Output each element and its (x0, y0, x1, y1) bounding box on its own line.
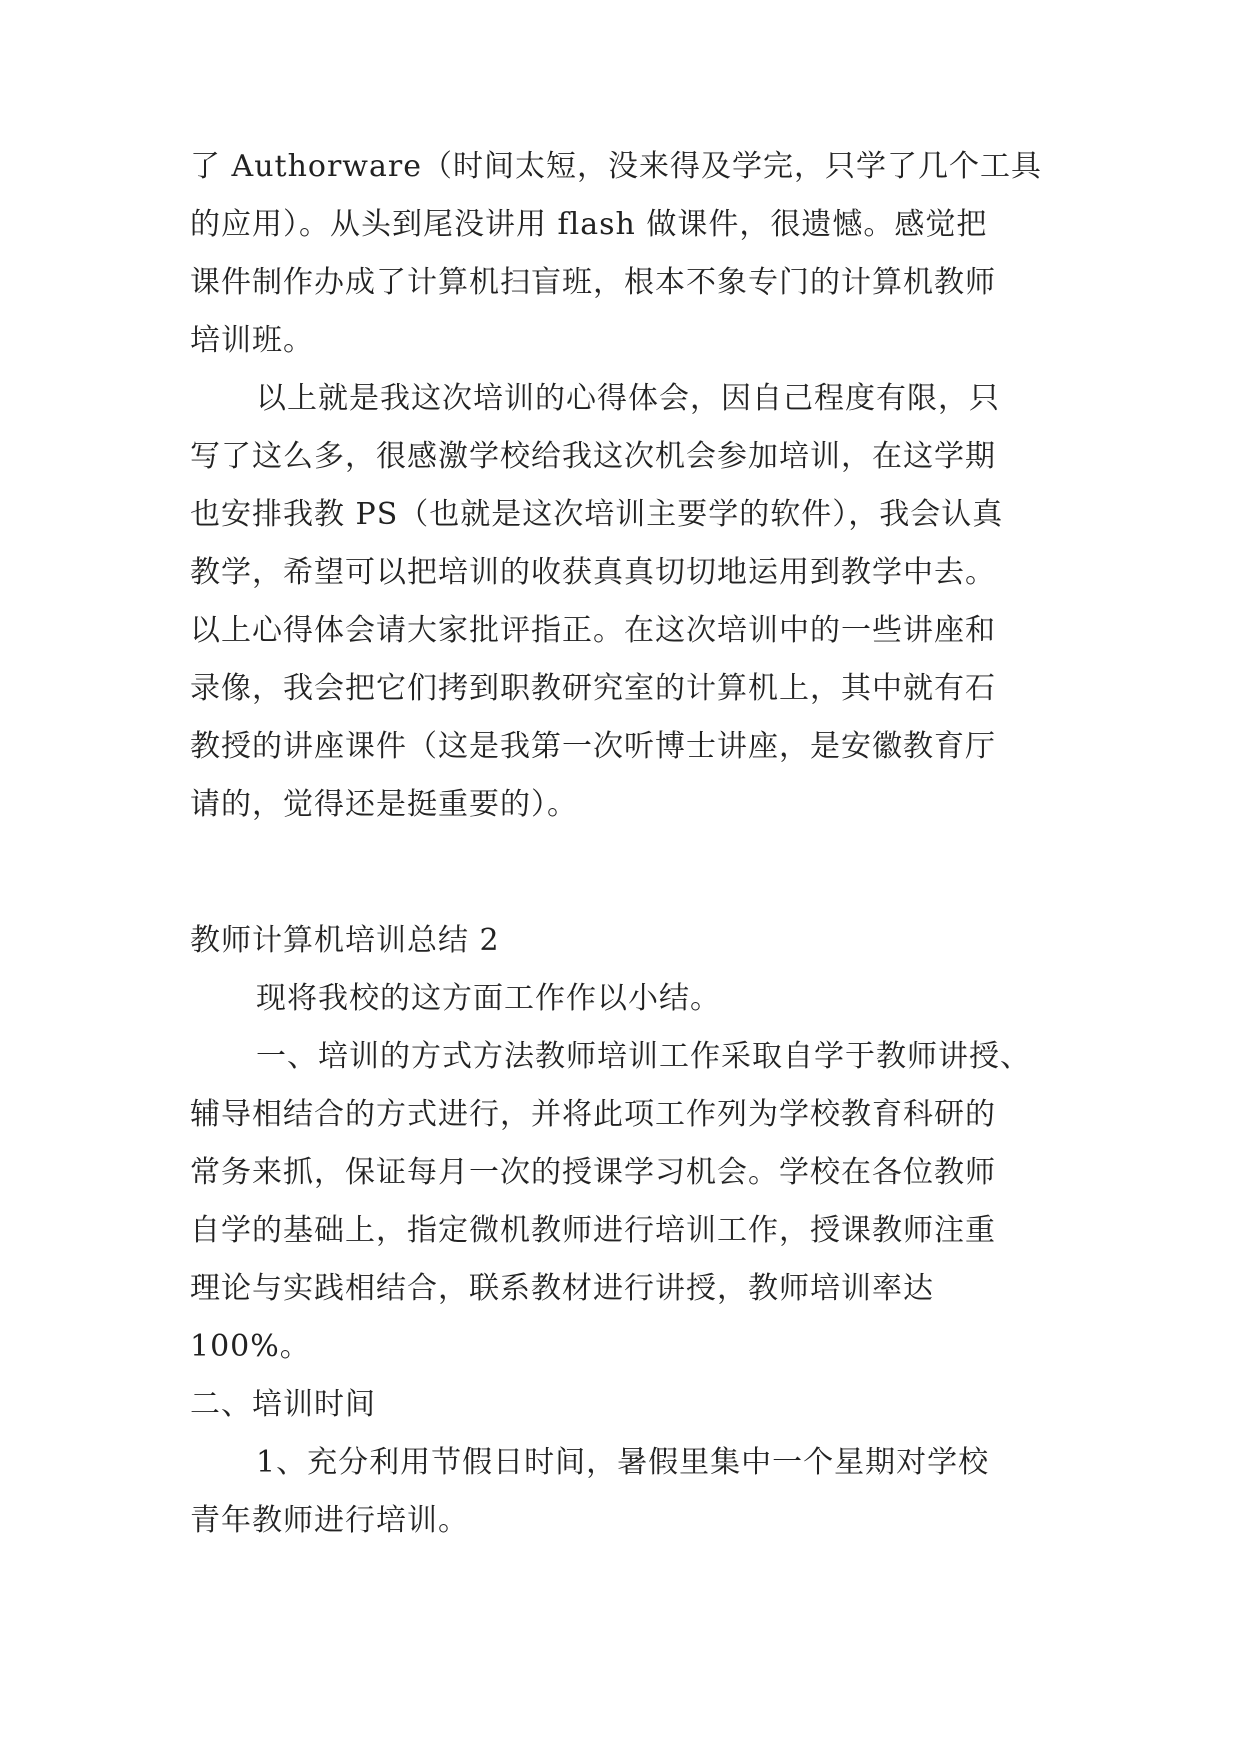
paragraph-line: 课件制作办成了计算机扫盲班，根本不象专门的计算机教师 (190, 265, 996, 300)
paragraph-line: 辅导相结合的方式进行，并将此项工作列为学校教育科研的 (190, 1097, 996, 1132)
paragraph-line: 教学，希望可以把培训的收获真真切切地运用到教学中去。 (190, 555, 996, 590)
paragraph-line: 写了这么多，很感激学校给我这次机会参加培训，在这学期 (190, 439, 996, 474)
paragraph-line: 以上心得体会请大家批评指正。在这次培训中的一些讲座和 (190, 613, 996, 648)
paragraph-line: 的应用）。从头到尾没讲用 flash 做课件，很遗憾。感觉把 (190, 207, 988, 242)
paragraph-line: 现将我校的这方面工作作以小结。 (256, 981, 721, 1016)
paragraph-line: 教授的讲座课件（这是我第一次听博士讲座，是安徽教育厅 (190, 729, 996, 764)
paragraph-line: 一、培训的方式方法教师培训工作采取自学于教师讲授、 (256, 1039, 1031, 1074)
paragraph-line: 1、充分利用节假日时间，暑假里集中一个星期对学校 (256, 1445, 990, 1480)
section-heading: 教师计算机培训总结 2 (190, 923, 500, 958)
paragraph-line: 请的，觉得还是挺重要的）。 (190, 787, 578, 822)
paragraph-line: 也安排我教 PS（也就是这次培训主要学的软件），我会认真 (190, 497, 1004, 532)
paragraph-line: 青年教师进行培训。 (190, 1503, 469, 1538)
paragraph-line: 自学的基础上，指定微机教师进行培训工作，授课教师注重 (190, 1213, 996, 1248)
paragraph-line: 录像，我会把它们拷到职教研究室的计算机上，其中就有石 (190, 671, 996, 706)
paragraph-line: 培训班。 (190, 323, 314, 358)
paragraph-line: 理论与实践相结合，联系教材进行讲授，教师培训率达 (190, 1271, 934, 1306)
paragraph-line: 常务来抓，保证每月一次的授课学习机会。学校在各位教师 (190, 1155, 996, 1190)
paragraph-line: 以上就是我这次培训的心得体会，因自己程度有限，只 (256, 381, 1000, 416)
section-heading: 二、培训时间 (190, 1387, 376, 1422)
paragraph-line: 了 Authorware（时间太短，没来得及学完，只学了几个工具 (190, 149, 1042, 184)
paragraph-line: 100%。 (190, 1329, 311, 1364)
